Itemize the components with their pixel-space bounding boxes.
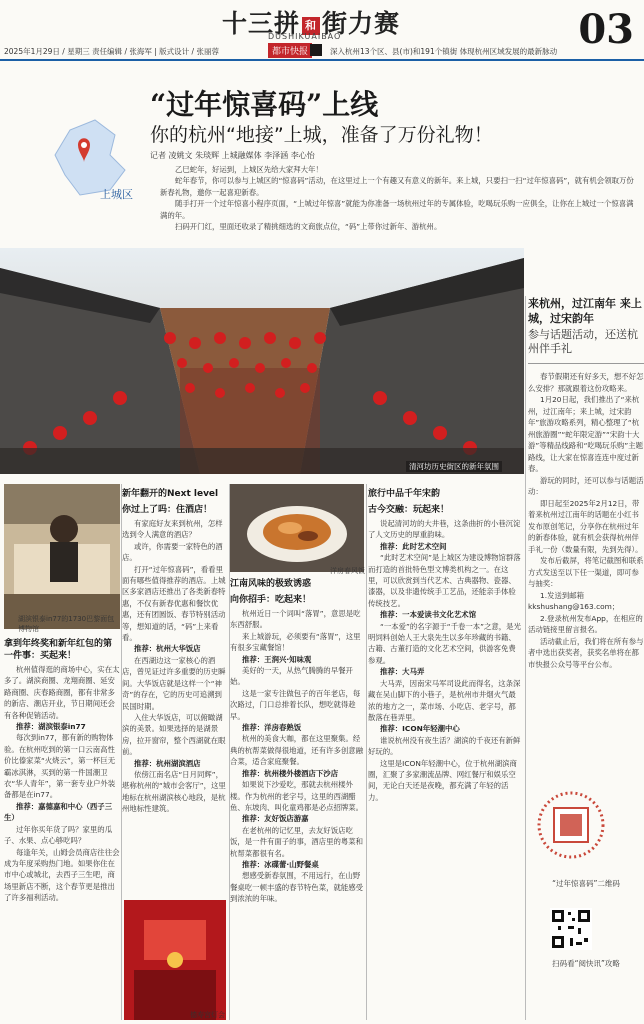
column-para: 或许，你需要一家特色的酒店。 [122,541,223,563]
k-logo-icon [310,44,322,56]
dateline: 2025年1月29日 / 星期三 责任编辑 / 张海军 | 版式设计 / 张丽蓉 [4,47,219,56]
map-label: 上城区 [100,188,133,201]
bakery-museum-photo [4,484,120,629]
recommendation: 推荐：大马弄 [380,667,425,677]
recommendation: 推荐：王润兴·知味观 [242,654,312,664]
column-para: 谁说杭州没有夜生活？湖滨的千夜还有新鲜好玩的。 [368,735,521,757]
qr-seal-caption: “过年惊喜码”二维码 [552,879,620,888]
lantern-photo-caption: 德寿宫灯会 [190,1011,225,1019]
column-para: 杭州近日一个词叫“落胃”，意思是吃东西舒服。 [230,609,361,630]
recommendation: 推荐：此时艺术空间 [380,541,447,551]
column-para: 在老杭州的记忆里，去友好饭店吃饭，是一件有面子的事，酒店里的粤菜和杭帮菜都很有名。 [230,825,364,858]
column-para: 依傍江南名店“日月同辉”，堪称杭州的“城市会客厅”，这里地标在杭州湖滨核心地段，是杭州地标性建筑。 [122,769,226,814]
qr-caption: 扫码看“阅快讯”攻略 [552,959,620,968]
side-para: 发布后截屏，将笔记截图和联系方式发送至以下任一渠道，即可参与抽奖： [528,556,644,588]
column-para: 每次到in77，都有新的购物体验。在杭州吃到的第一口云南高性价比傣家菜“火烧云”，第一杯巨无霸冰淇淋，买到的第一件国潮卫衣“华人青年”，第一套专业户外装备都是在in77。 [4,733,116,800]
intro-para: 乙巳蛇年，好运到，上城区先给大家拜大年！ [175,165,323,174]
intro [160,164,640,232]
column-subheading: 你过上了吗：住酒店！ [122,505,213,515]
page-number: 03 [578,6,634,53]
column-culture [368,484,522,803]
bakery-photo-caption: 湖滨银泰in77的1730巴黎面包博物馆 [18,615,115,633]
column-para: 这是一家专注做包子的百年老店，每次路过，门口总排着长队，想吃就得趁早。 [230,688,361,721]
side-para: 2.登录杭州发布App，在相应的活动链接里留言报名。 [528,613,643,634]
recommendation: 推荐：友好饭店游嘉 [242,814,309,824]
brand-tag-left: 都市快报 [268,43,312,58]
hero-photo-caption: 清河坊历史街区的新年氛围 [406,461,502,472]
column-food [230,574,364,905]
recommendation: 推荐：ICON年轻潮中心 [380,724,460,734]
qr-code-icon [550,908,592,950]
side-para: 游玩的同时，还可以参与话题活动： [528,475,644,496]
side-para: 活动截止后，我们将在所有参与者中选出获奖者，获奖名单将在都市快报公众号等平台公布。 [528,636,644,669]
column-para: 杭州的美食大咖，都在这里聚集。经典的杭帮菜做得很地道，还有许多创意融合菜，适合家庭聚餐。 [230,734,364,767]
column-para: 美好的一天，从热气腾腾的早餐开始。 [230,666,353,687]
column-para: 大马弄，因南宋马军司设此而得名，这条深藏在吴山脚下的小巷子，是杭州市井烟火气最浓的地方之一，菜市场、小吃店、老字号，都散落在巷弄里。 [368,678,521,722]
top-rule [0,59,644,61]
column-hotel [122,484,228,815]
side-title: 来杭州，过江南年 来上城，过宋韵年 [528,297,642,325]
column-divider [525,296,526,1020]
column-para: 每逢年关，山姆会员商店往往会成为年度采购热门地。如果你住在市中心或城北，去西子三生吧，商场里新店不断，这个春节更是推出了许多福利活动。 [4,847,120,903]
side-rule [528,363,644,364]
column-para: 过年你买年货了吗？家里的瓜子、水果、点心够吃吗？ [4,824,113,846]
column-heading: 拿到年终奖和新年红包的第一件事：买起来！ [4,639,113,661]
column-subheading: 古今交融：玩起来！ [368,505,450,515]
surprise-code-qr[interactable] [536,790,606,860]
side-body [528,371,644,670]
intro-para: 扫码开门红，里面还收录了精挑细选的文商旅点位，“码”上带你过新年、游杭州。 [175,222,442,232]
food-photo [230,484,364,572]
side-para: 即日起至2025年2月12日，带着来杭州过江南年的话题在小红书发布原创笔记，分享你在杭州过年的新春体验，就有机会获得杭州伴手礼一份（数量有限，先到先得）。 [528,498,643,554]
column-para: 想感受新春氛围，不用远行，在山野餐桌吃一顿丰盛的春节特色菜，就能感受到浓浓的年味。 [230,871,364,904]
hero-photo [0,248,524,474]
column-para: 在西湖边这一家核心的酒店，曾见证过许多重要的历史瞬间。大华饭店就是这样一个“神奇”的存在，它的历史可追溯到民国时期。 [122,655,226,711]
brand-seal: 和 [302,17,320,35]
column-subheading: 向你招手：吃起来！ [230,595,312,605]
recommendation: 推荐：杭州楼外楼酒店下沙店 [242,768,339,778]
banner-note: 深入杭州13个区、县(市)和191个镇街 体现杭州区域发展的最新脉动 [330,47,558,56]
street-lanterns-photo [0,248,524,474]
dish-photo [230,484,364,572]
side-column [528,296,644,670]
side-para: 1月20日起，我们推出了“来杭州，过江南年；来上城，过宋韵年”旅游攻略系列，精心整理了“杭州旅游圈”“蛇年限定游”“宋韵十大游”等精品线路和“吃喝玩乐购”主题路线，让大家在惊喜连连中度过新春。 [528,395,643,473]
column-para: “一本爱”的名字源于“千卷一本”之意，是光明饲料创始人王大泉先生以多年珍藏的书籍、古籍、古董打造的文化艺术空间，供游客免费参观。 [368,621,521,665]
district-map [40,110,150,210]
intro-para: 蛇年春节，你可以参与上城区的“惊喜码”活动，在这里过上一个有趣又有意义的新年。来上城，只要扫一扫“过年惊喜码”，就有机会领取万份新春礼物，邀你一起喜迎新春。 [160,176,634,197]
column-divider [366,484,367,1020]
column-para: 杭州值得逛的商场中心，实在太多了。湖滨商圈、龙翔商圈、延安路商圈、庆春路商圈，都有非常多的新店、潮店开业，节日期间还会有各种促销活动。 [4,665,120,720]
column-para: 如果说下沙爱吃，那就去杭州楼外楼。作为杭州的老字号，这里的西湖醋鱼、东坡肉、叫化童鸡都是必点招牌菜。 [230,780,364,812]
column-heading: 新年翻开的Next level [122,489,219,499]
byline: 记者 凌姚文 朱琰辉 上城融媒体 李泽涵 李心怡 [150,151,315,160]
column-shopping [4,634,120,904]
recommendation: 推荐：冰碟蕾·山野餐桌 [242,859,319,869]
qr-seal-icon [536,790,606,860]
recommendation: 推荐：杭州大华饭店 [134,644,201,654]
recommendation: 推荐：嘉德嘉和中心（西子三生） [4,801,113,823]
side-para: 1.发送到邮箱 kkshushang@163.com； [528,590,620,611]
recommendation: 推荐：湖滨银泰in77 [16,722,86,732]
food-photo-caption: 洋房春风饭 [330,567,365,575]
palace-lantern-photo [124,900,226,1020]
brand-subtitle: DUSHIKUAIBAO [268,32,342,41]
masthead [0,0,644,62]
subheadline: 你的杭州“地接”上城，准备了万份礼物！ [150,124,493,146]
column-para: 这里是ICON年轻潮中心，位于杭州湖滨商圈，汇聚了多家潮流品牌、网红餐厅和娱乐空间，无论白天还是夜晚，都充满了年轻的活力。 [368,758,517,802]
side-subtitle: 参与话题活动，还送杭州伴手礼 [528,328,638,355]
column-divider [121,484,122,1020]
column-para: 来上城游玩，必须要有“落胃”，这里有很多宝藏餐馆！ [230,631,361,653]
column-para: 入住大华饭店，可以俯瞰湖滨的美景。如果选择的是湖景房，拉开窗帘，整个西湖就在眼前。 [122,712,226,757]
recommendation: 推荐：洋房春熟饭 [242,723,302,733]
column-heading: 旅行中品千年宋韵 [368,489,441,499]
column-heading: 江南风味的极致诱惑 [230,579,312,589]
bakery-photo [4,484,120,629]
district-map-icon [40,110,150,210]
column-para: 说起清河坊的大井巷，这条曲折的小巷沉淀了人文历史的厚重韵味。 [368,519,521,540]
headline: “过年惊喜码”上线 [150,88,379,121]
guide-qr-code[interactable] [550,908,592,950]
intro-para: 随手打开一个过年惊喜小程序页面，“上城过年惊喜”就能为你准备一场杭州过年的专属体验，吃喝玩乐购一应俱全，让你在上城过一个惊喜满满的年。 [160,199,634,220]
column-para: 打开“过年惊喜码”，看看里面有哪些值得推荐的酒店。上城区多家酒店还推出了各类新春特惠，不仅有新春优惠和餐饮优惠，还有团圆饭、春节特别活动等，想知道的话，“码”上来看看。 [122,564,226,643]
brand-title: 十三拼 和 街力赛 [222,9,401,38]
column-para: “此时艺术空间”是上城区为建设博物馆群落而打造的首批特色型文博类机构之一。在这里，可以欣赏到当代艺术、古典器物、瓷器、漆器，以及非遗传统手工艺品，还能亲手体验传统技艺。 [368,553,521,608]
recommendation: 推荐：杭州湖滨酒店 [134,758,201,768]
side-para: 春节假期还有好多天，想不好怎么安排？那就跟着这份攻略来。 [528,372,644,393]
column-divider [229,484,230,1020]
recommendation: 推荐：一本爱读书文化艺术馆 [380,610,477,620]
column-para: 有家庭好友来到杭州，怎样选到令人满意的酒店？ [122,519,223,540]
lantern-photo [124,900,226,1020]
